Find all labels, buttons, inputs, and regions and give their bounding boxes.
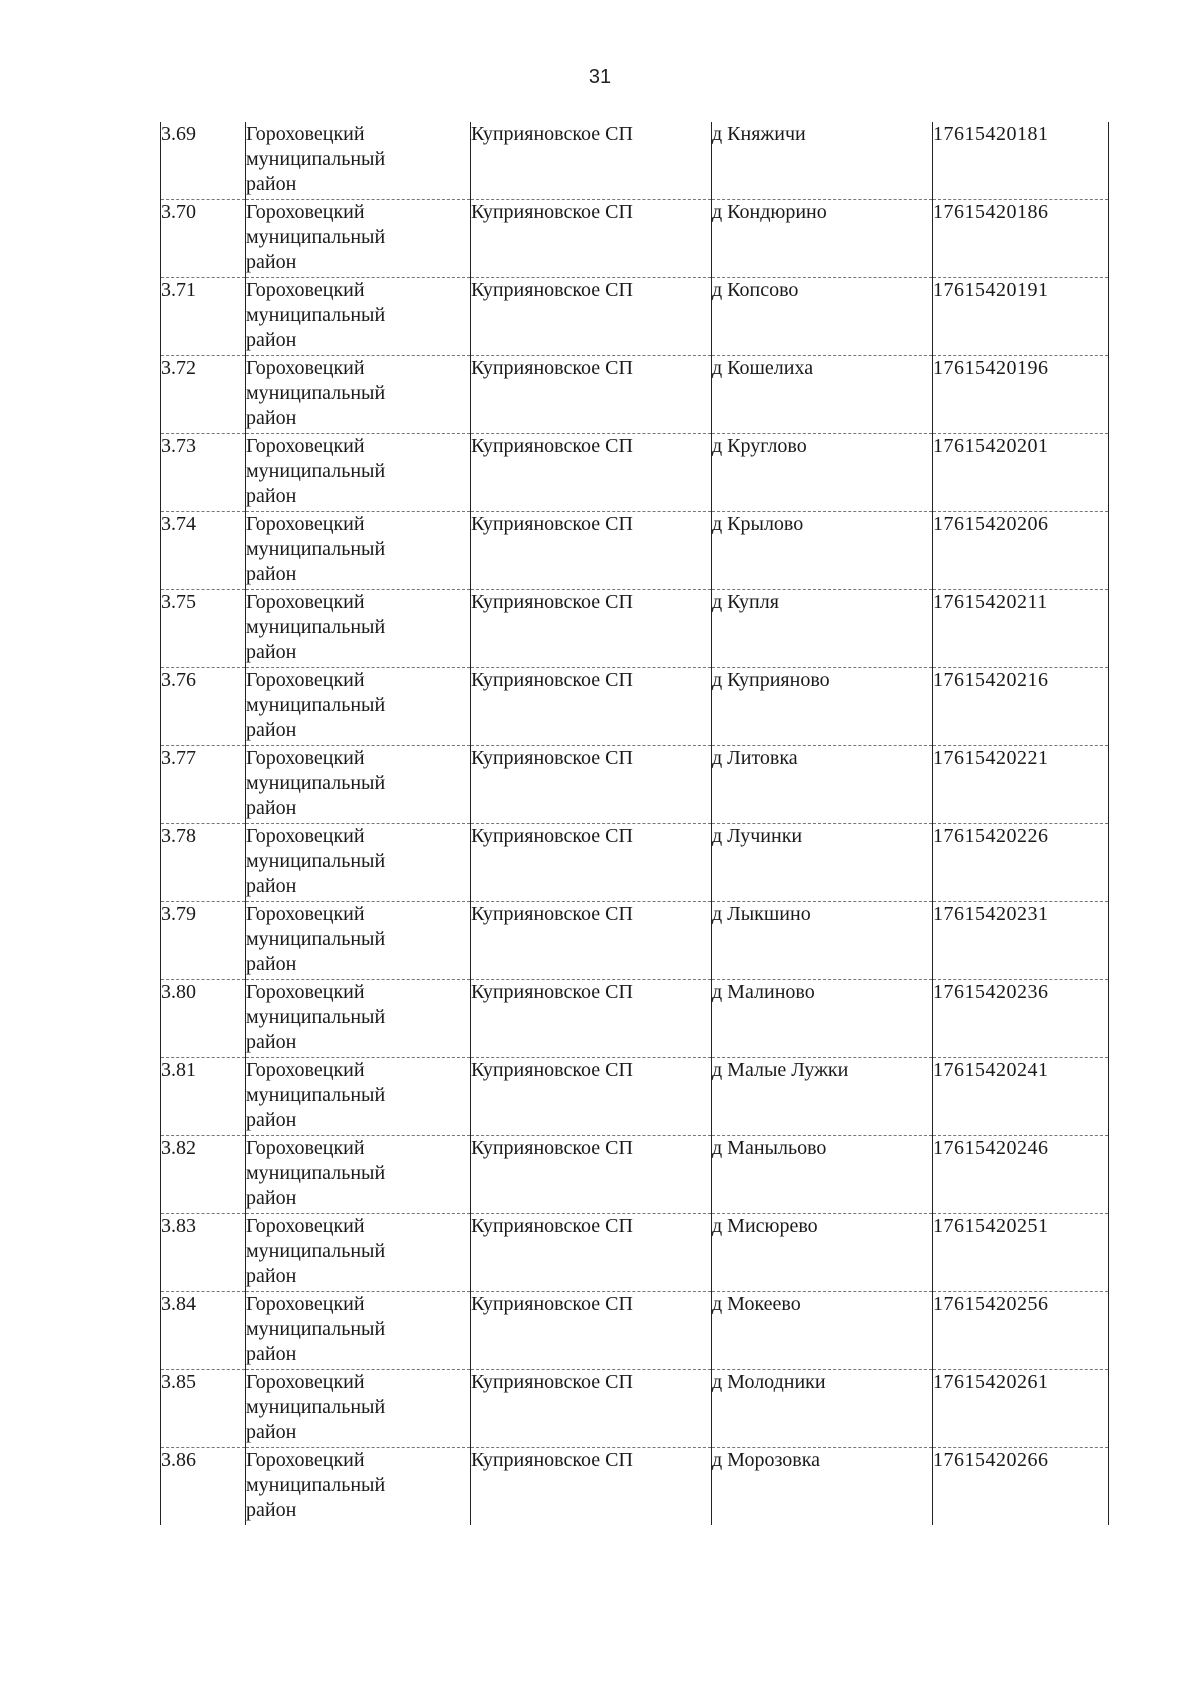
- district-name-line: район: [246, 1421, 297, 1443]
- row-number: 3.77: [161, 746, 246, 824]
- district-name-line: муниципальный: [246, 226, 386, 248]
- locality-cell: д Малиново: [712, 980, 933, 1058]
- oktmo-code-cell: 17615420216: [933, 668, 1109, 746]
- locality-cell: д Кондюрино: [712, 200, 933, 278]
- oktmo-code-cell: 17615420231: [933, 902, 1109, 980]
- oktmo-code-cell: 17615420181: [933, 122, 1109, 200]
- oktmo-code-cell: 17615420191: [933, 278, 1109, 356]
- district-name-line: район: [246, 173, 297, 195]
- district-cell: [246, 278, 471, 356]
- table-row: [161, 1292, 1109, 1370]
- settlement-cell: Куприяновское СП: [471, 356, 712, 434]
- locality-cell: д Крылово: [712, 512, 933, 590]
- table-row: [161, 200, 1109, 278]
- table-row: [161, 1136, 1109, 1214]
- row-number: 3.75: [161, 590, 246, 668]
- table-row: [161, 746, 1109, 824]
- oktmo-code-cell: 17615420196: [933, 356, 1109, 434]
- district-cell: [246, 980, 471, 1058]
- locality-cell: д Куприяново: [712, 668, 933, 746]
- district-name-line: муниципальный: [246, 304, 386, 326]
- district-name-line: муниципальный: [246, 928, 386, 950]
- locality-cell: д Круглово: [712, 434, 933, 512]
- district-name-line: район: [246, 875, 297, 897]
- district-name-line: муниципальный: [246, 850, 386, 872]
- district-cell: [246, 1058, 471, 1136]
- table-row: [161, 512, 1109, 590]
- row-number: 3.72: [161, 356, 246, 434]
- oktmo-code-cell: 17615420211: [933, 590, 1109, 668]
- oktmo-code-cell: 17615420241: [933, 1058, 1109, 1136]
- district-name-line: район: [246, 563, 297, 585]
- district-name-line: Гороховецкий: [246, 591, 365, 613]
- table-row: [161, 1370, 1109, 1448]
- district-name-line: Гороховецкий: [246, 1371, 365, 1393]
- locality-cell: д Молодники: [712, 1370, 933, 1448]
- district-name-line: район: [246, 1109, 297, 1131]
- district-name-line: Гороховецкий: [246, 747, 365, 769]
- oktmo-code-cell: 17615420201: [933, 434, 1109, 512]
- row-number: 3.74: [161, 512, 246, 590]
- district-name-line: район: [246, 407, 297, 429]
- row-number: 3.71: [161, 278, 246, 356]
- district-cell: [246, 1370, 471, 1448]
- row-number: 3.76: [161, 668, 246, 746]
- settlement-cell: Куприяновское СП: [471, 512, 712, 590]
- settlement-cell: Куприяновское СП: [471, 668, 712, 746]
- settlement-cell: Куприяновское СП: [471, 122, 712, 200]
- row-number: 3.69: [161, 122, 246, 200]
- district-name-line: Гороховецкий: [246, 123, 365, 145]
- locality-cell: д Княжичи: [712, 122, 933, 200]
- locality-cell: д Литовка: [712, 746, 933, 824]
- settlement-cell: Куприяновское СП: [471, 1448, 712, 1526]
- district-name-line: Гороховецкий: [246, 1449, 365, 1471]
- district-cell: [246, 1136, 471, 1214]
- table-row: [161, 824, 1109, 902]
- district-name-line: район: [246, 485, 297, 507]
- table-row: [161, 668, 1109, 746]
- district-name-line: Гороховецкий: [246, 1293, 365, 1315]
- oktmo-code-cell: 17615420256: [933, 1292, 1109, 1370]
- district-name-line: район: [246, 1499, 297, 1521]
- district-name-line: район: [246, 329, 297, 351]
- locality-cell: д Малые Лужки: [712, 1058, 933, 1136]
- locality-cell: д Кошелиха: [712, 356, 933, 434]
- oktmo-code-cell: 17615420186: [933, 200, 1109, 278]
- district-name-line: муниципальный: [246, 1084, 386, 1106]
- district-name-line: Гороховецкий: [246, 513, 365, 535]
- settlement-cell: Куприяновское СП: [471, 746, 712, 824]
- district-name-line: Гороховецкий: [246, 669, 365, 691]
- locality-cell: д Морозовка: [712, 1448, 933, 1526]
- district-name-line: муниципальный: [246, 382, 386, 404]
- row-number: 3.70: [161, 200, 246, 278]
- locality-cell: д Купля: [712, 590, 933, 668]
- district-name-line: район: [246, 1265, 297, 1287]
- oktmo-code-cell: 17615420236: [933, 980, 1109, 1058]
- table-row: [161, 278, 1109, 356]
- district-name-line: муниципальный: [246, 1240, 386, 1262]
- oktmo-code-cell: 17615420226: [933, 824, 1109, 902]
- district-name-line: Гороховецкий: [246, 435, 365, 457]
- district-cell: [246, 824, 471, 902]
- locality-cell: д Мокеево: [712, 1292, 933, 1370]
- district-name-line: муниципальный: [246, 616, 386, 638]
- row-number: 3.78: [161, 824, 246, 902]
- district-cell: [246, 1214, 471, 1292]
- district-name-line: район: [246, 953, 297, 975]
- settlement-cell: Куприяновское СП: [471, 590, 712, 668]
- district-name-line: район: [246, 641, 297, 663]
- district-cell: [246, 1292, 471, 1370]
- district-name-line: муниципальный: [246, 1318, 386, 1340]
- oktmo-code-cell: 17615420246: [933, 1136, 1109, 1214]
- locality-cell: д Маныльово: [712, 1136, 933, 1214]
- district-name-line: муниципальный: [246, 1006, 386, 1028]
- locality-cell: д Лыкшино: [712, 902, 933, 980]
- settlement-cell: Куприяновское СП: [471, 1214, 712, 1292]
- district-name-line: район: [246, 1031, 297, 1053]
- row-number: 3.84: [161, 1292, 246, 1370]
- district-cell: [246, 1448, 471, 1526]
- district-name-line: Гороховецкий: [246, 201, 365, 223]
- district-cell: [246, 512, 471, 590]
- district-name-line: Гороховецкий: [246, 1137, 365, 1159]
- row-number: 3.86: [161, 1448, 246, 1526]
- district-name-line: муниципальный: [246, 1396, 386, 1418]
- locality-cell: д Мисюрево: [712, 1214, 933, 1292]
- row-number: 3.83: [161, 1214, 246, 1292]
- district-name-line: Гороховецкий: [246, 1215, 365, 1237]
- settlement-cell: Куприяновское СП: [471, 278, 712, 356]
- district-cell: [246, 434, 471, 512]
- district-cell: [246, 200, 471, 278]
- settlement-cell: Куприяновское СП: [471, 200, 712, 278]
- district-name-line: муниципальный: [246, 772, 386, 794]
- row-number: 3.85: [161, 1370, 246, 1448]
- table-row: [161, 590, 1109, 668]
- settlement-cell: Куприяновское СП: [471, 902, 712, 980]
- row-number: 3.80: [161, 980, 246, 1058]
- district-name-line: Гороховецкий: [246, 279, 365, 301]
- district-name-line: район: [246, 1187, 297, 1209]
- table-row: [161, 902, 1109, 980]
- district-name-line: район: [246, 797, 297, 819]
- oktmo-code-cell: 17615420261: [933, 1370, 1109, 1448]
- district-cell: [246, 122, 471, 200]
- locality-cell: д Лучинки: [712, 824, 933, 902]
- oktmo-code-cell: 17615420251: [933, 1214, 1109, 1292]
- district-name-line: муниципальный: [246, 460, 386, 482]
- table-row: [161, 980, 1109, 1058]
- settlement-cell: Куприяновское СП: [471, 434, 712, 512]
- table-row: [161, 1058, 1109, 1136]
- settlement-cell: Куприяновское СП: [471, 1136, 712, 1214]
- settlement-cell: Куприяновское СП: [471, 1058, 712, 1136]
- oktmo-code-cell: 17615420206: [933, 512, 1109, 590]
- district-name-line: Гороховецкий: [246, 981, 365, 1003]
- row-number: 3.82: [161, 1136, 246, 1214]
- district-cell: [246, 356, 471, 434]
- table-row: [161, 356, 1109, 434]
- district-name-line: муниципальный: [246, 148, 386, 170]
- settlement-cell: Куприяновское СП: [471, 980, 712, 1058]
- row-number: 3.73: [161, 434, 246, 512]
- district-name-line: муниципальный: [246, 694, 386, 716]
- row-number: 3.81: [161, 1058, 246, 1136]
- settlement-cell: Куприяновское СП: [471, 1292, 712, 1370]
- table-row: [161, 122, 1109, 200]
- settlement-cell: Куприяновское СП: [471, 1370, 712, 1448]
- settlement-cell: Куприяновское СП: [471, 824, 712, 902]
- district-name-line: район: [246, 1343, 297, 1365]
- district-cell: [246, 668, 471, 746]
- row-number: 3.79: [161, 902, 246, 980]
- district-cell: [246, 902, 471, 980]
- locality-cell: д Копсово: [712, 278, 933, 356]
- table-row: [161, 1448, 1109, 1526]
- district-name-line: Гороховецкий: [246, 825, 365, 847]
- oktmo-code-cell: 17615420266: [933, 1448, 1109, 1526]
- table-row: [161, 434, 1109, 512]
- district-name-line: Гороховецкий: [246, 357, 365, 379]
- district-name-line: Гороховецкий: [246, 903, 365, 925]
- district-name-line: район: [246, 251, 297, 273]
- district-name-line: Гороховецкий: [246, 1059, 365, 1081]
- district-name-line: район: [246, 719, 297, 741]
- registry-table-body: [161, 122, 1109, 1525]
- district-cell: [246, 746, 471, 824]
- district-name-line: муниципальный: [246, 1162, 386, 1184]
- district-name-line: муниципальный: [246, 538, 386, 560]
- district-cell: [246, 590, 471, 668]
- district-name-line: муниципальный: [246, 1474, 386, 1496]
- settlement-registry-table: [160, 122, 1109, 1525]
- page-number: 31: [588, 66, 612, 88]
- table-row: [161, 1214, 1109, 1292]
- oktmo-code-cell: 17615420221: [933, 746, 1109, 824]
